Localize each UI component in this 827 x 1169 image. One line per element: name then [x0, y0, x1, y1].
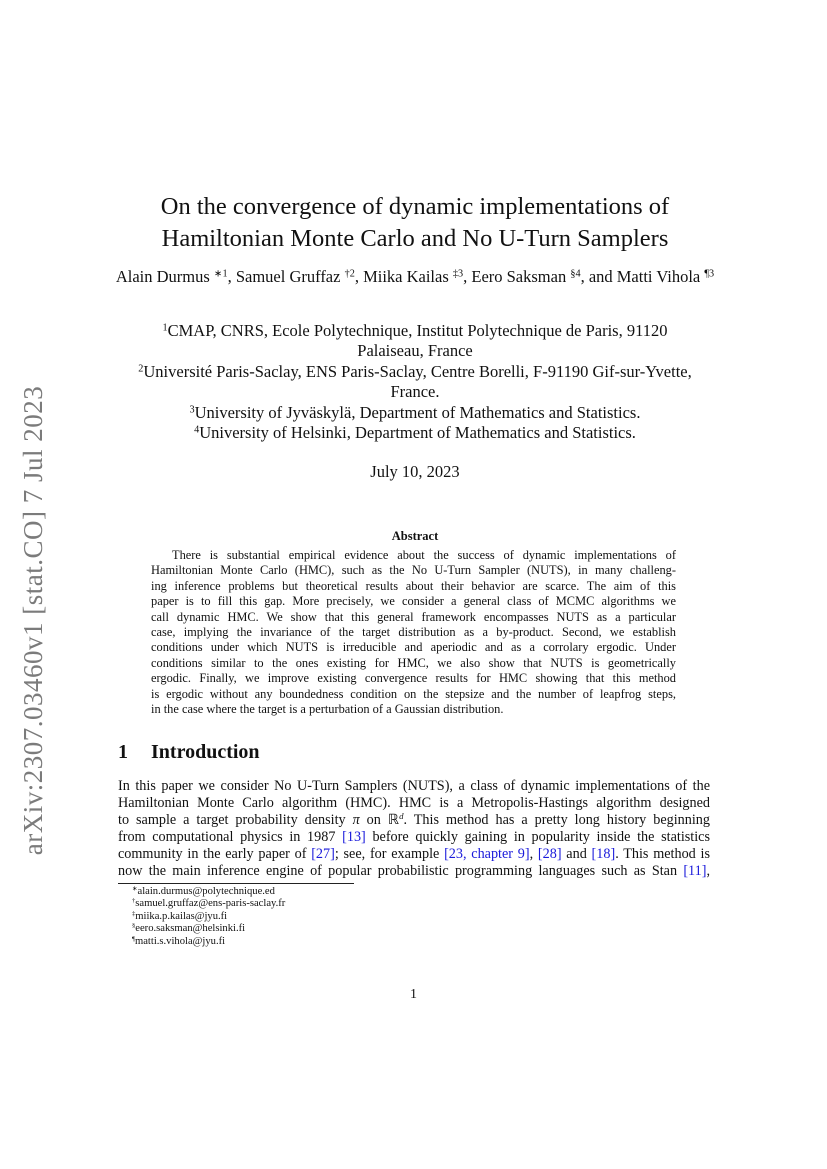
author-mark: ¶3 [704, 268, 715, 280]
affiliation-mark: 2 [138, 363, 144, 375]
author-name: , Samuel Gruffaz [227, 267, 345, 286]
section-heading [118, 741, 260, 764]
affiliation-mark: 4 [194, 424, 200, 436]
section-number: 1 [118, 741, 128, 763]
affiliations [110, 321, 720, 443]
intro-paragraph [118, 778, 710, 881]
abstract-line: case, implying the invariance of the target distribution as a by-product. Second, we establish [151, 625, 676, 640]
body-line [118, 829, 710, 846]
paper-date: July 10, 2023 [370, 462, 460, 481]
text-run: from computational physics in 1987 [118, 829, 343, 846]
text-run: before quickly gaining in popularity inside the statistics [365, 829, 710, 846]
affiliation-text: University of Helsinki, Department of Mathematics and Statistics. [199, 423, 636, 443]
author-name: , and Matti Vihola [580, 267, 705, 286]
body-line [118, 863, 710, 880]
abstract-line: ing inference problems but theoretical results about their behavior are scarce. The aim of this [151, 578, 676, 593]
footnote-mark: ∗ [132, 885, 138, 893]
citation-link[interactable]: [28] [537, 846, 562, 863]
text-run: ; see, for example [334, 846, 445, 863]
footnote [118, 923, 418, 935]
abstract-heading: Abstract [391, 529, 439, 543]
footnote-mark: † [132, 897, 136, 905]
footnote [118, 898, 418, 910]
affiliation-text: CMAP, CNRS, Ecole Polytechnique, Institut Polytechnique de Paris, 91120 [167, 321, 668, 340]
text-run: . This method has a pretty long history beginning [403, 812, 710, 829]
citation-link[interactable]: [18] [591, 846, 616, 863]
title-line-1: On the convergence of dynamic implementations of [160, 193, 670, 220]
math-reals: ℝ [387, 812, 400, 829]
text-run: community in the early paper of [118, 846, 312, 863]
body-line [118, 812, 710, 829]
paper-title [110, 191, 720, 255]
footnote-mark: ‡ [132, 910, 136, 918]
math-pi: π [352, 812, 360, 829]
affiliation-4 [110, 423, 720, 443]
footnote-mark: § [132, 922, 136, 930]
abstract-line: There is substantial empirical evidence about the success of dynamic implementations of [172, 548, 676, 562]
math-d: d [399, 811, 404, 822]
footnote [118, 886, 418, 898]
page-number: 1 [410, 987, 417, 1002]
affiliation-1 [110, 321, 720, 341]
abstract-body [151, 548, 676, 717]
text-run: . This method is [615, 846, 710, 863]
body-line: Hamiltonian Monte Carlo algorithm (HMC). HMC is a Metropolis-Hastings algorithm designed [118, 795, 710, 812]
arxiv-stamp [4, 380, 64, 860]
footnote-email[interactable]: samuel.gruffaz@ens-paris-saclay.fr [135, 898, 286, 910]
citation-link[interactable]: [11] [683, 863, 707, 880]
arxiv-stamp-text: arXiv:2307.03460v1 [stat.CO] 7 Jul 2023 [18, 385, 49, 855]
author-mark: §4 [570, 268, 581, 280]
abstract-line: conditions similar to the ones existing for HMC, we also show that NUTS is geometrically [151, 655, 676, 670]
citation-link[interactable]: [23, chapter 9] [444, 846, 530, 863]
footnote [118, 911, 418, 923]
author-mark: †2 [344, 268, 355, 280]
abstract-line: ergodic. Finally, we improve existing convergence results for HMC showing that this method [151, 671, 676, 686]
author-mark: ‡3 [452, 268, 464, 280]
affiliation-1-cont: Palaiseau, France [357, 341, 473, 361]
text-run: on [359, 812, 388, 829]
affiliation-2-cont: France. [390, 382, 440, 402]
footnote-email[interactable]: miika.p.kailas@jyu.fi [135, 910, 228, 922]
title-line-2: Hamiltonian Monte Carlo and No U-Turn Samplers [161, 225, 669, 252]
text-run: , [529, 846, 538, 863]
text-run: , [706, 863, 710, 880]
abstract-line: call dynamic HMC. We show that this general framework encompasses NUTS as a particular [151, 609, 676, 624]
footnote [118, 936, 418, 948]
author-list [110, 267, 720, 287]
abstract-line: Hamiltonian Monte Carlo (HMC), such as the No U-Turn Sampler (NUTS), in many challeng- [151, 563, 676, 578]
text-run: to sample a target probability density [118, 812, 353, 829]
abstract-line: conditions under which NUTS is irreducible and aperiodic and as a corrolary ergodic. Under [151, 640, 676, 655]
footnote-email[interactable]: eero.saksman@helsinki.fi [135, 923, 246, 935]
citation-link[interactable]: [27] [311, 846, 335, 863]
abstract-line: in the case where the target is a perturbation of a Gaussian distribution. [151, 702, 504, 717]
footnotes [118, 886, 418, 948]
author-mark: ∗1 [213, 268, 228, 280]
footnote-rule [118, 883, 354, 884]
affiliation-3 [110, 403, 720, 423]
section-title: Introduction [151, 741, 260, 763]
footnote-mark: ¶ [132, 935, 135, 943]
affiliation-text: Université Paris-Saclay, ENS Paris-Saclay, Centre Borelli, F-91190 Gif-sur-Yvette, [143, 361, 692, 381]
text-run: now the main inference engine of popular probabilistic programming languages such as Stan [118, 863, 684, 880]
body-line: In this paper we consider No U-Turn Samplers (NUTS), a class of dynamic implementations of the [118, 778, 710, 794]
body-line [118, 846, 710, 863]
affiliation-mark: 1 [162, 322, 168, 334]
citation-link[interactable]: [13] [342, 829, 366, 846]
affiliation-2 [110, 362, 720, 382]
author-name: , Eero Saksman [463, 267, 571, 286]
footnote-email[interactable]: alain.durmus@polytechnique.ed [137, 886, 275, 897]
author-name: Alain Durmus [115, 267, 214, 286]
affiliation-mark: 3 [189, 404, 195, 415]
text-run: and [561, 846, 592, 863]
footnote-email[interactable]: matti.s.vihola@jyu.fi [134, 935, 226, 947]
author-name: , Miika Kailas [354, 267, 453, 286]
abstract-line: paper is to fill this gap. More precisely, we consider a general class of MCMC algorithms we [151, 594, 676, 609]
affiliation-text: University of Jyväskylä, Department of Mathematics and Statistics. [194, 402, 641, 422]
abstract-line: is ergodic without any boundedness condition on the stepsize and the number of leapfrog steps, [151, 686, 676, 701]
